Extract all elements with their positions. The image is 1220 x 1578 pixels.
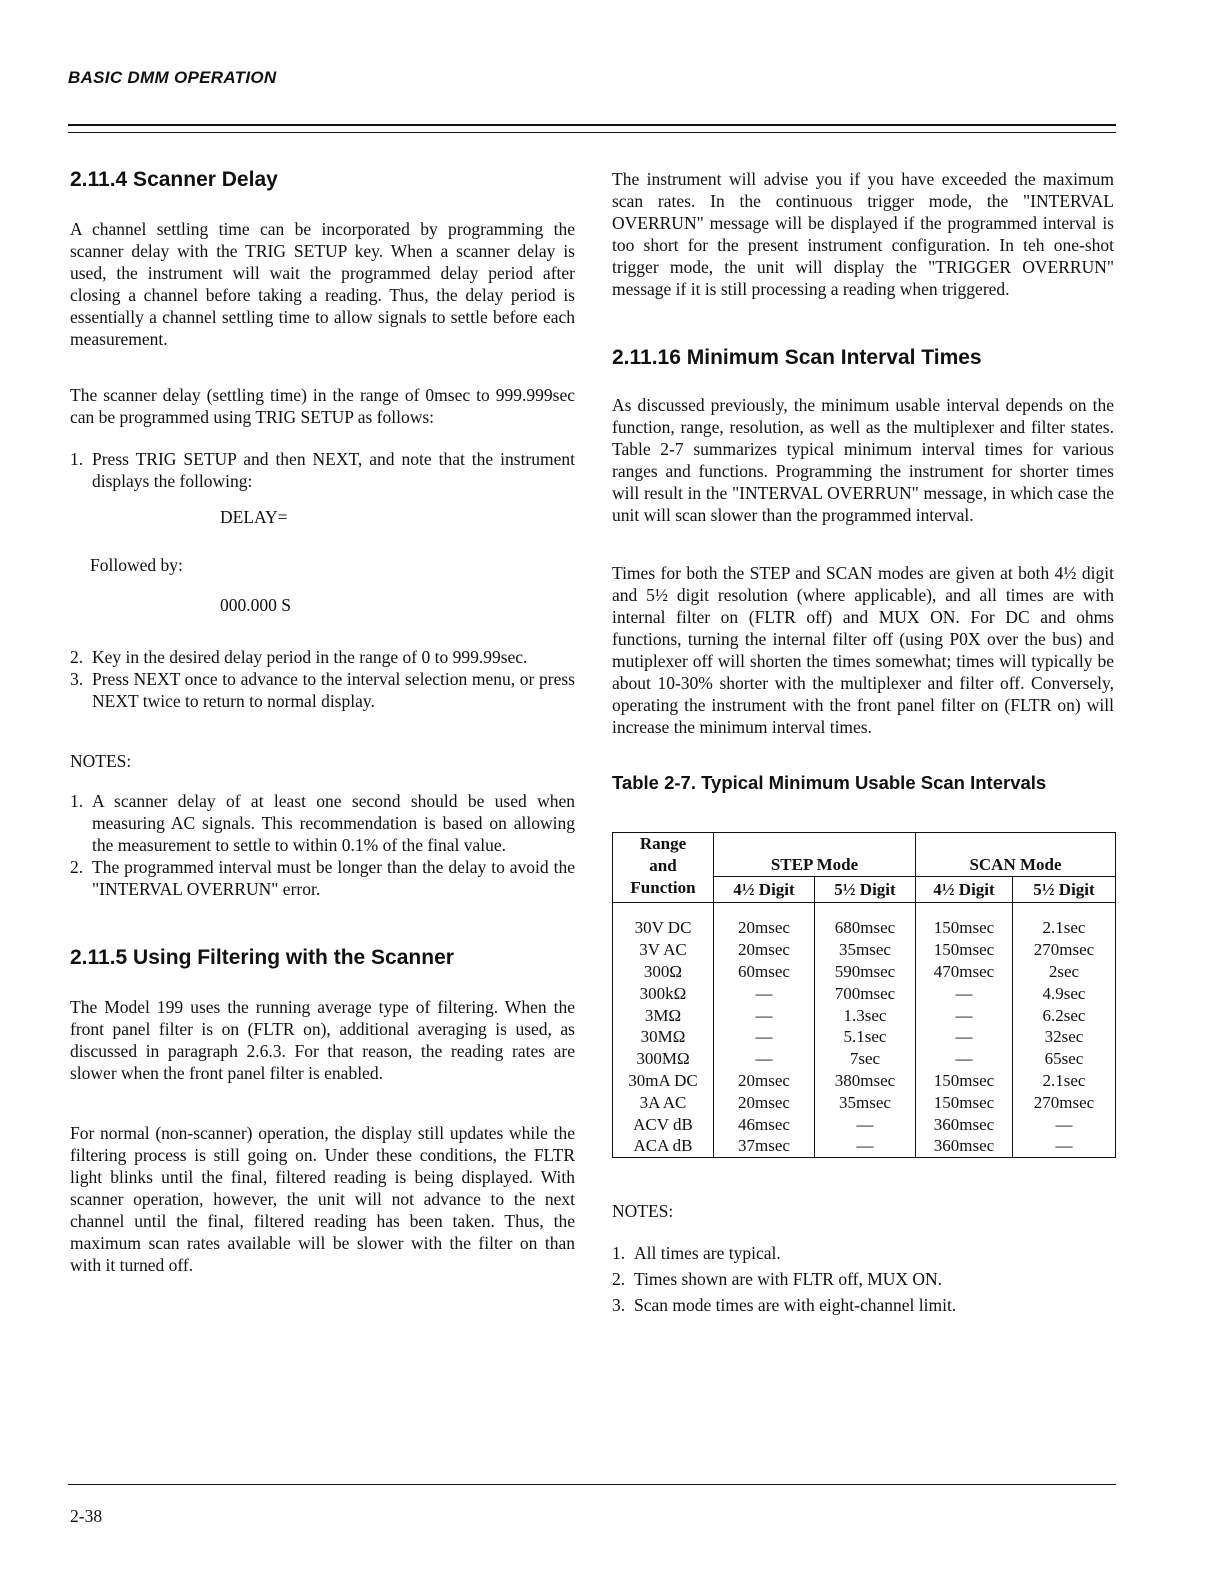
table-cell: 20msec [714,1070,815,1092]
table-cell: 3A AC [613,1092,714,1114]
table-body [613,917,1116,1157]
paragraph: The instrument will advise you if you have exceeded the maximum scan rates. In the continuous trigger mode, the "INTERVAL OVERRUN" message will be displayed if the programmed interval is too short for the present instrument configuration. In teh one-shot trigger mode, the unit will display the "TRIGGER OVERRUN" message if it is still processing a reading when triggered. [612,169,1114,299]
table-cell: 35msec [815,1092,916,1114]
scan-interval-table [612,832,1116,1158]
table-cell: 300kΩ [613,983,714,1005]
notes-label: NOTES: [612,1201,674,1222]
table-cell: 150msec [916,1092,1013,1114]
table-cell: 150msec [916,1070,1013,1092]
section-heading-scanner-delay: 2.11.4 Scanner Delay [70,168,278,191]
table-cell: 270msec [1013,939,1116,961]
table-cell: 150msec [916,917,1013,939]
table-cell: 30mA DC [613,1070,714,1092]
table-cell: ACA dB [613,1135,714,1157]
table-cell: 700msec [815,983,916,1005]
table-cell: — [916,1005,1013,1027]
table-cell: 7sec [815,1048,916,1070]
table-row [613,1092,1116,1114]
table-cell: 20msec [714,939,815,961]
header-cell: Range and [613,833,714,877]
table-cell: — [815,1114,916,1136]
table-row [613,1005,1116,1027]
paragraph: As discussed previously, the minimum usable interval depends on the function, range, resolution, as well as the multiplexer and filter states. Table 2-7 summarizes typical minimum interval times for various ranges and functions. Programming the instrument for shorter times will result in the "INTERVAL OVERRUN" message, in which case the unit will scan slower than the programmed interval. [612,395,1114,525]
list-item: 2. Times shown are with FLTR off, MUX ON. [612,1269,943,1290]
header-cell: Function [613,877,714,903]
table-cell: — [1013,1135,1116,1157]
list-item: 2. Key in the desired delay period in the range of 0 to 999.99sec. [70,647,528,667]
list-item: 1. A scanner delay of at least one second should be used when measuring AC signals. This recommendation is based on allowing the measurement to settle to within 0.1% of the final value. [70,791,575,855]
header-rule [68,124,1116,126]
table-cell: 150msec [916,939,1013,961]
table-cell: 300Ω [613,961,714,983]
table-cell: — [714,1048,815,1070]
table-row [613,939,1116,961]
table-row [613,917,1116,939]
paragraph: The scanner delay (settling time) in the range of 0msec to 999.999sec can be programmed using TRIG SETUP as follows: [70,385,575,427]
header-cell: 5½ Digit [815,877,916,903]
table-cell: — [714,1005,815,1027]
footer-rule [68,1484,1116,1485]
running-head: BASIC DMM OPERATION [68,68,277,87]
section-heading-min-scan: 2.11.16 Minimum Scan Interval Times [612,346,982,369]
table-cell: 5.1sec [815,1026,916,1048]
table-cell: 30MΩ [613,1026,714,1048]
table-cell: 590msec [815,961,916,983]
table-cell: 3V AC [613,939,714,961]
paragraph: For normal (non-scanner) operation, the display still updates while the filtering process is still going on. Under these conditions, the FLTR light blinks until the final, filtered reading is being displayed. With scanner operation, however, the unit will not advance to the next channel until the final, filtered reading has been taken. Thus, the maximum scan rates available will be slower with the filter on than with it turned off. [70,1123,575,1275]
table-cell: 680msec [815,917,916,939]
steps-list [70,646,575,712]
table-cell: — [815,1135,916,1157]
table-cell: 65sec [1013,1048,1116,1070]
table-row [613,1114,1116,1136]
followed-by: Followed by: [90,555,183,575]
table-cell: 2.1sec [1013,917,1116,939]
header-cell: 4½ Digit [916,877,1013,903]
display-text-delay: DELAY= [220,507,288,527]
table-title: Table 2-7. Typical Minimum Usable Scan Intervals [612,772,1047,793]
section-heading-filtering: 2.11.5 Using Filtering with the Scanner [70,946,454,969]
table-cell: 3MΩ [613,1005,714,1027]
table-cell: 470msec [916,961,1013,983]
table-cell: 6.2sec [1013,1005,1116,1027]
right-column [612,168,1114,1320]
table-cell: 300MΩ [613,1048,714,1070]
list-item: 2. The programmed interval must be longer than the delay to avoid the "INTERVAL OVERRUN" error. [70,857,575,899]
table-cell: — [916,1048,1013,1070]
table-cell: 2.1sec [1013,1070,1116,1092]
header-cell: 4½ Digit [714,877,815,903]
display-text-value: 000.000 S [220,595,291,615]
table-row [613,1048,1116,1070]
table-cell: 1.3sec [815,1005,916,1027]
table-cell: — [714,1026,815,1048]
paragraph: A channel settling time can be incorporated by programming the scanner delay with the TRIG SETUP key. When a scanner delay is used, the instrument will wait the programmed delay period after closing a channel before taking a reading. Thus, the delay period is essentially a channel settling time to allow signals to settle before each measurement. [70,219,575,349]
table-cell: ACV dB [613,1114,714,1136]
table-cell: 2sec [1013,961,1116,983]
table-cell: 60msec [714,961,815,983]
table-cell: 30V DC [613,917,714,939]
table-cell: — [1013,1114,1116,1136]
table-cell: — [916,1026,1013,1048]
left-column [70,168,575,1276]
paragraph: Times for both the STEP and SCAN modes are given at both 4½ digit and 5½ digit resolution (where applicable), and all times are with internal filter on (FLTR off) and MUX ON. For DC and ohms functions, turning the internal filter off (using P0X over the bus) and mutiplexer off will shorten the times somewhat; times will typically be about 10-30% shorter with the multiplexer and filter off. Conversely, operating the instrument with the front panel filter on (FLTR on) will increase the minimum interval times. [612,563,1114,737]
table-cell: 46msec [714,1114,815,1136]
table-cell: 20msec [714,917,815,939]
paragraph: The Model 199 uses the running average type of filtering. When the front panel filter is on (FLTR on), additional averaging is used, as discussed in paragraph 2.6.3. For that reason, the reading rates are slower when the front panel filter is enabled. [70,997,575,1083]
table-cell: 35msec [815,939,916,961]
table-cell: 32sec [1013,1026,1116,1048]
list-item: 3. Press NEXT once to advance to the interval selection menu, or press NEXT twice to return to normal display. [70,669,575,711]
table-cell: 270msec [1013,1092,1116,1114]
header-cell: STEP Mode [714,833,916,877]
steps-list [70,448,575,492]
table-row [613,1026,1116,1048]
header-cell: 5½ Digit [1013,877,1116,903]
table-row [613,1070,1116,1092]
page-number: 2-38 [70,1506,103,1526]
header-cell: SCAN Mode [916,833,1116,877]
list-item: 1. Press TRIG SETUP and then NEXT, and note that the instrument displays the following: [70,449,575,491]
table-row [613,983,1116,1005]
header-rule-thin [68,132,1116,133]
table-cell: 37msec [714,1135,815,1157]
table-cell: — [916,983,1013,1005]
table-cell: 360msec [916,1114,1013,1136]
table-cell: 20msec [714,1092,815,1114]
list-item: 3. Scan mode times are with eight-channel limit. [612,1295,957,1316]
table-row [613,961,1116,983]
table-cell: 360msec [916,1135,1013,1157]
table-cell: 380msec [815,1070,916,1092]
notes-list [70,790,575,900]
table-cell: 4.9sec [1013,983,1116,1005]
list-item: 1. All times are typical. [612,1243,781,1264]
table-cell: — [714,983,815,1005]
notes-list [612,1242,1114,1316]
notes-label: NOTES: [70,751,132,771]
table-row [613,1135,1116,1157]
